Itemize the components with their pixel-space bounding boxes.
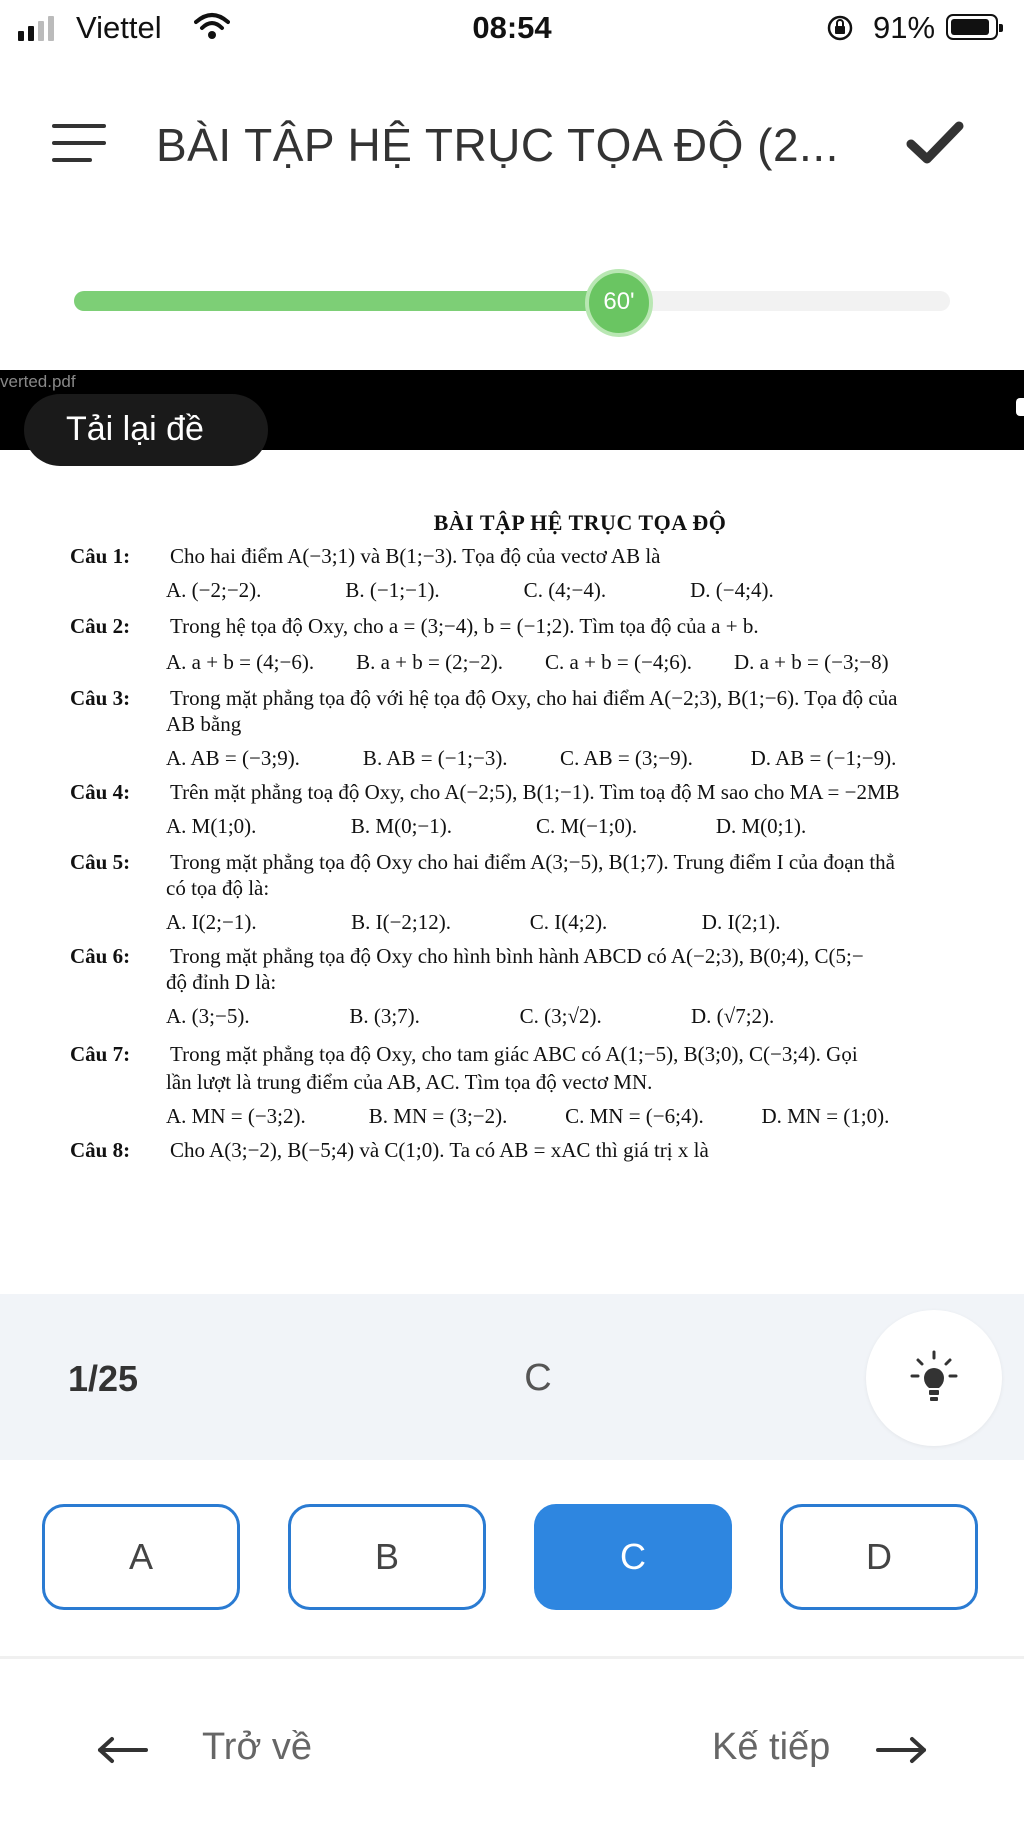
question-text: Cho A(3;−2), B(−5;4) và C(1;0). Ta có AB = xAC thì giá trị x là (170, 1138, 709, 1162)
next-label: Kế tiếp (712, 1726, 831, 1768)
question-line (70, 712, 241, 737)
question-line (70, 1070, 652, 1095)
question-label: Câu 3: (70, 686, 131, 710)
reload-test-label: Tải lại đề (66, 410, 204, 448)
answer-choice-b[interactable]: B (288, 1504, 486, 1610)
question-text: có tọa độ là: (166, 876, 270, 900)
back-button[interactable] (96, 1720, 356, 1776)
question-line (70, 944, 864, 969)
check-icon[interactable] (906, 120, 964, 166)
answer-choice-d[interactable]: D (780, 1504, 978, 1610)
answer-choice-c[interactable]: C (534, 1504, 732, 1610)
question-text: Trong hệ tọa độ Oxy, cho a = (3;−4), b = (−1;2). Tìm tọa độ của a + b. (170, 614, 759, 638)
question-text: A. AB = (−3;9). B. AB = (−1;−3). C. AB = (3;−9). D. AB = (−1;−9). (166, 746, 897, 770)
question-line (70, 578, 774, 603)
question-line (70, 650, 889, 675)
question-line (70, 876, 269, 901)
status-bar (0, 0, 1024, 60)
carrier-name: Viettel (76, 10, 162, 45)
question-text: A. MN = (−3;2). B. MN = (3;−2). C. MN = (−6;4). D. MN = (1;0). (166, 1104, 890, 1128)
answer-choice-a[interactable]: A (42, 1504, 240, 1610)
orientation-lock-icon (826, 14, 854, 42)
question-text: Trong mặt phẳng tọa độ Oxy, cho tam giác ABC có A(1;−5), B(3;0), C(−3;4). Gọi (170, 1042, 858, 1066)
question-line (70, 970, 276, 995)
question-label: Câu 6: (70, 944, 131, 968)
back-label: Trở về (202, 1726, 313, 1768)
document-title: BÀI TẬP HỆ TRỤC TỌA ĐỘ (433, 510, 727, 535)
question-text: Trên mặt phẳng toạ độ Oxy, cho A(−2;5), B(1;−1). Tìm toạ độ M sao cho MA = −2MB (170, 780, 900, 804)
battery-icon (946, 14, 998, 40)
divider (0, 1656, 1024, 1659)
question-label: Câu 2: (70, 614, 131, 638)
question-label: Câu 1: (70, 544, 131, 568)
question-text: lần lượt là trung điểm của AB, AC. Tìm tọa độ vectơ MN. (166, 1070, 653, 1094)
question-text: A. (3;−5). B. (3;7). C. (3;√2). D. (√7;2). (166, 1004, 775, 1028)
hamburger-menu-icon[interactable] (52, 124, 108, 164)
battery-percent: 91% (873, 10, 936, 45)
lightbulb-icon (904, 1348, 964, 1408)
question-line (70, 1104, 889, 1129)
question-text: Trong mặt phẳng tọa độ với hệ tọa độ Oxy, cho hai điểm A(−2;3), B(1;−6). Tọa độ của (170, 686, 898, 710)
question-text: A. M(1;0). B. M(0;−1). C. M(−1;0). D. M(0;1). (166, 814, 807, 838)
question-text: độ đỉnh D là: (166, 970, 277, 994)
question-counter: 1/25 (68, 1358, 139, 1399)
question-text: A. I(2;−1). B. I(−2;12). C. I(4;2). D. I(2;1). (166, 910, 781, 934)
page-title: BÀI TẬP HỆ TRỤC TỌA ĐỘ (2... (156, 119, 839, 171)
question-line (70, 1004, 774, 1029)
toolbar-handle (1016, 398, 1024, 416)
question-line (70, 910, 781, 935)
timer-label: 60' (603, 288, 635, 315)
timer-progress (74, 291, 617, 311)
arrow-left-icon (96, 1736, 150, 1764)
question-text: Trong mặt phẳng tọa độ Oxy cho hai điểm A(3;−5), B(1;7). Trung điểm I của đoạn thẳ (170, 850, 895, 874)
pdf-document[interactable] (0, 466, 1024, 1294)
hint-button[interactable] (866, 1310, 1002, 1446)
question-line (70, 686, 897, 711)
question-text: A. (−2;−2). B. (−1;−1). C. (4;−4). D. (−4;4). (166, 578, 774, 602)
question-line (70, 1042, 858, 1067)
question-line (70, 544, 660, 569)
question-label: Câu 7: (70, 1042, 131, 1066)
question-label: Câu 8: (70, 1138, 131, 1162)
pdf-filename: verted.pdf (0, 372, 76, 391)
question-line (70, 1138, 709, 1163)
selected-answer: C (524, 1357, 552, 1399)
question-label: Câu 4: (70, 780, 131, 804)
next-button[interactable] (700, 1720, 940, 1776)
question-text: Trong mặt phẳng tọa độ Oxy cho hình bình hành ABCD có A(−2;3), B(0;4), C(5;− (170, 944, 864, 968)
question-line (70, 814, 806, 839)
question-label: Câu 5: (70, 850, 131, 874)
reload-test-button[interactable] (24, 394, 268, 466)
question-text: A. a + b = (4;−6). B. a + b = (2;−2). C. a + b = (−4;6). D. a + b = (−3;−8) (166, 650, 889, 674)
question-line (70, 850, 895, 875)
question-line (70, 614, 759, 639)
question-text: AB bằng (166, 712, 242, 736)
question-line (70, 746, 896, 771)
timer-knob (585, 269, 653, 337)
question-text: Cho hai điểm A(−3;1) và B(1;−3). Tọa độ của vectơ AB là (170, 544, 661, 568)
question-line (70, 780, 900, 805)
arrow-right-icon (874, 1736, 928, 1764)
status-time: 08:54 (472, 10, 552, 45)
